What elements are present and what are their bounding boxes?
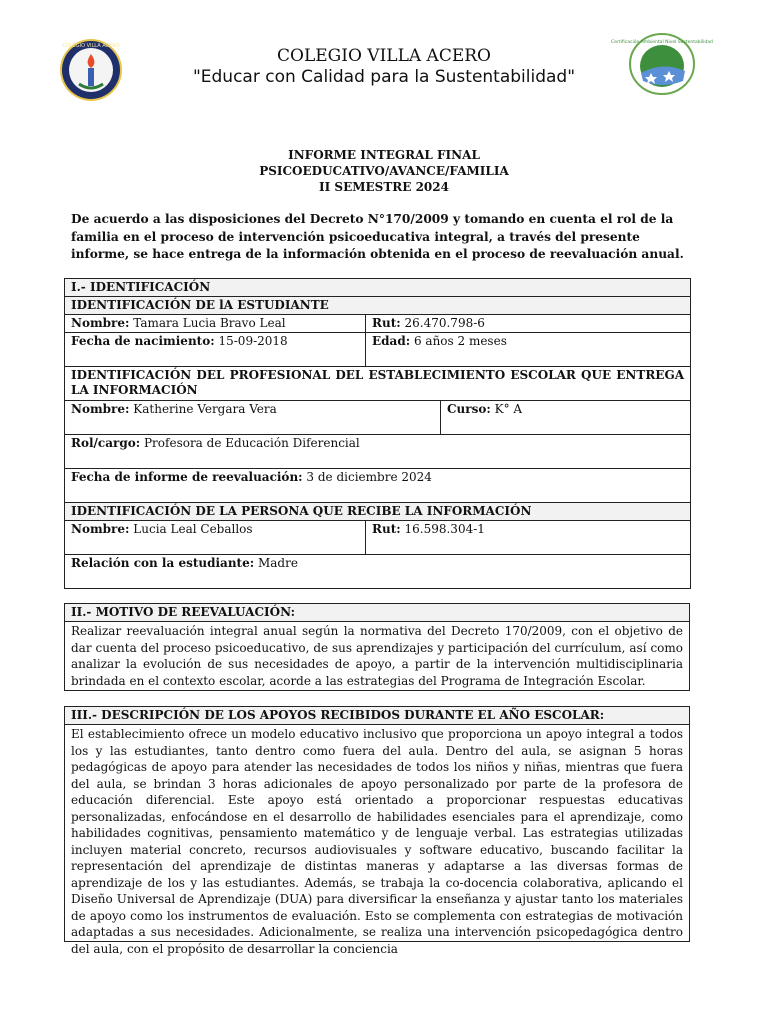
student-rut: 26.470.798-6 xyxy=(404,316,485,330)
student-name-cell: Nombre: Tamara Lucia Bravo Leal xyxy=(65,315,366,333)
apoyos-title: III.- DESCRIPCIÓN DE LOS APOYOS RECIBIDOS DURANTE EL AÑO ESCOLAR: xyxy=(65,707,690,725)
report-title-line-3: II SEMESTRE 2024 xyxy=(319,180,449,194)
professional-id-header: IDENTIFICACIÓN DEL PROFESIONAL DEL ESTABLECIMIENTO ESCOLAR QUE ENTREGA LA INFORMACIÓN xyxy=(65,367,691,401)
receiver-name-cell: Nombre: Lucia Leal Ceballos xyxy=(65,521,366,555)
report-title-line-2: PSICOEDUCATIVO/AVANCE/FAMILIA xyxy=(259,164,509,178)
motivo-table xyxy=(64,603,690,691)
student-id-header: IDENTIFICACIÓN DE lA ESTUDIANTE xyxy=(65,297,691,315)
report-title-line-1: INFORME INTEGRAL FINAL xyxy=(288,148,480,162)
report-title xyxy=(0,147,768,195)
school-name: COLEGIO VILLA ACERO xyxy=(277,46,491,66)
intro-paragraph: De acuerdo a las disposiciones del Decreto N°170/2009 y tomando en cuenta el rol de la familia en el proceso de intervención psicoeducativa integral, a través del presente informe, se hace entrega de la información obtenida en el proceso de reevaluación anual. xyxy=(71,212,684,261)
student-rut-cell: Rut: 26.470.798-6 xyxy=(366,315,691,333)
age-cell: Edad: 6 años 2 meses xyxy=(366,333,691,367)
student-name: Tamara Lucia Bravo Leal xyxy=(133,316,286,330)
motivo-text: Realizar reevaluación integral anual según la normativa del Decreto 170/2009, con el objetivo de dar cuenta del proceso psicoeducativo, de sus aprendizajes y participación del currículum, así como analizar la evolución de sus necesidades de apoyo, a partir de la intervención multidisciplinaria brindada en el contexto escolar, acorde a las estrategias del Programa de Integración Escolar. xyxy=(65,622,690,691)
age: 6 años 2 meses xyxy=(413,334,507,348)
section-identificacion-title: I.- IDENTIFICACIÓN xyxy=(65,279,691,297)
course: K° A xyxy=(494,402,523,416)
relationship: Madre xyxy=(257,556,298,570)
relationship-cell: Relación con la estudiante: Madre xyxy=(65,555,691,589)
svg-text:Certificación Ambiental Nivel: Certificación Ambiental Nivel Sustentabilidad xyxy=(611,40,713,45)
professional-name-cell: Nombre: Katherine Vergara Vera xyxy=(65,401,441,435)
report-date-cell: Fecha de informe de reevaluación: 3 de diciembre 2024 xyxy=(65,469,691,503)
birthdate-cell: Fecha de nacimiento: 15-09-2018 xyxy=(65,333,366,367)
svg-text:COLEGIO VILLA ACERO: COLEGIO VILLA ACERO xyxy=(62,43,120,49)
birthdate: 15-09-2018 xyxy=(218,334,288,348)
certification-seal xyxy=(611,33,713,95)
course-cell: Curso: K° A xyxy=(441,401,691,435)
apoyos-text-body: El establecimiento ofrece un modelo educativo inclusivo que proporciona un apoyo integral a todos los y las estudiantes, tanto dentro como fuera del aula. Dentro del aula, se asignan 5 horas pedagógicas de apoyo para atender las necesidades de todos los niños y niñas, mientras que fuera del aula, se brindan 3 horas adicionales de apoyo personalizado por parte de la profesora de educación diferencial. Este apoyo está orientado a proporcionar respuestas educativas personalizadas, enfocándose en el desarrollo de habilidades esenciales para el aprendizaje, como habilidades cognitivas, pensamiento matemático y de lenguaje verbal. Las estrategias utilizadas incluyen material concreto, recursos audiovisuales y software educativo, buscando facilitar la representación del aprendizaje de distintas maneras y adaptarse a las diversas formas de aprendizaje de los y las estudiantes. Además, se trabaja la co-docencia colaborativa, aplicando el Diseño Universal de Aprendizaje (DUA) para diversificar la enseñanza y ajustar tanto los materiales de apoyo como los instrumentos de evaluación. Esto se complementa con estrategias de motivación adaptadas a sus necesidades. Adicionalmente, se realiza una intervención psicopedagógica dentro del aula, con el propósito de desarrollar la conciencia xyxy=(71,727,683,956)
school-motto: "Educar con Calidad para la Sustentabilidad" xyxy=(192,67,576,87)
motivo-title: II.- MOTIVO DE REEVALUACIÓN: xyxy=(65,604,690,622)
apoyos-table xyxy=(64,706,690,956)
report-date: 3 de diciembre 2024 xyxy=(306,470,432,484)
role-cell: Rol/cargo: Profesora de Educación Diferencial xyxy=(65,435,691,469)
role: Profesora de Educación Diferencial xyxy=(143,436,360,450)
identification-table xyxy=(64,278,691,589)
receiver-name: Lucia Leal Ceballos xyxy=(133,522,253,536)
receiver-rut-cell: Rut: 16.598.304-1 xyxy=(366,521,691,555)
receiver-rut: 16.598.304-1 xyxy=(404,522,485,536)
receiver-id-header: IDENTIFICACIÓN DE LA PERSONA QUE RECIBE LA INFORMACIÓN xyxy=(65,503,691,521)
professional-name: Katherine Vergara Vera xyxy=(133,402,277,416)
apoyos-text xyxy=(65,725,690,956)
